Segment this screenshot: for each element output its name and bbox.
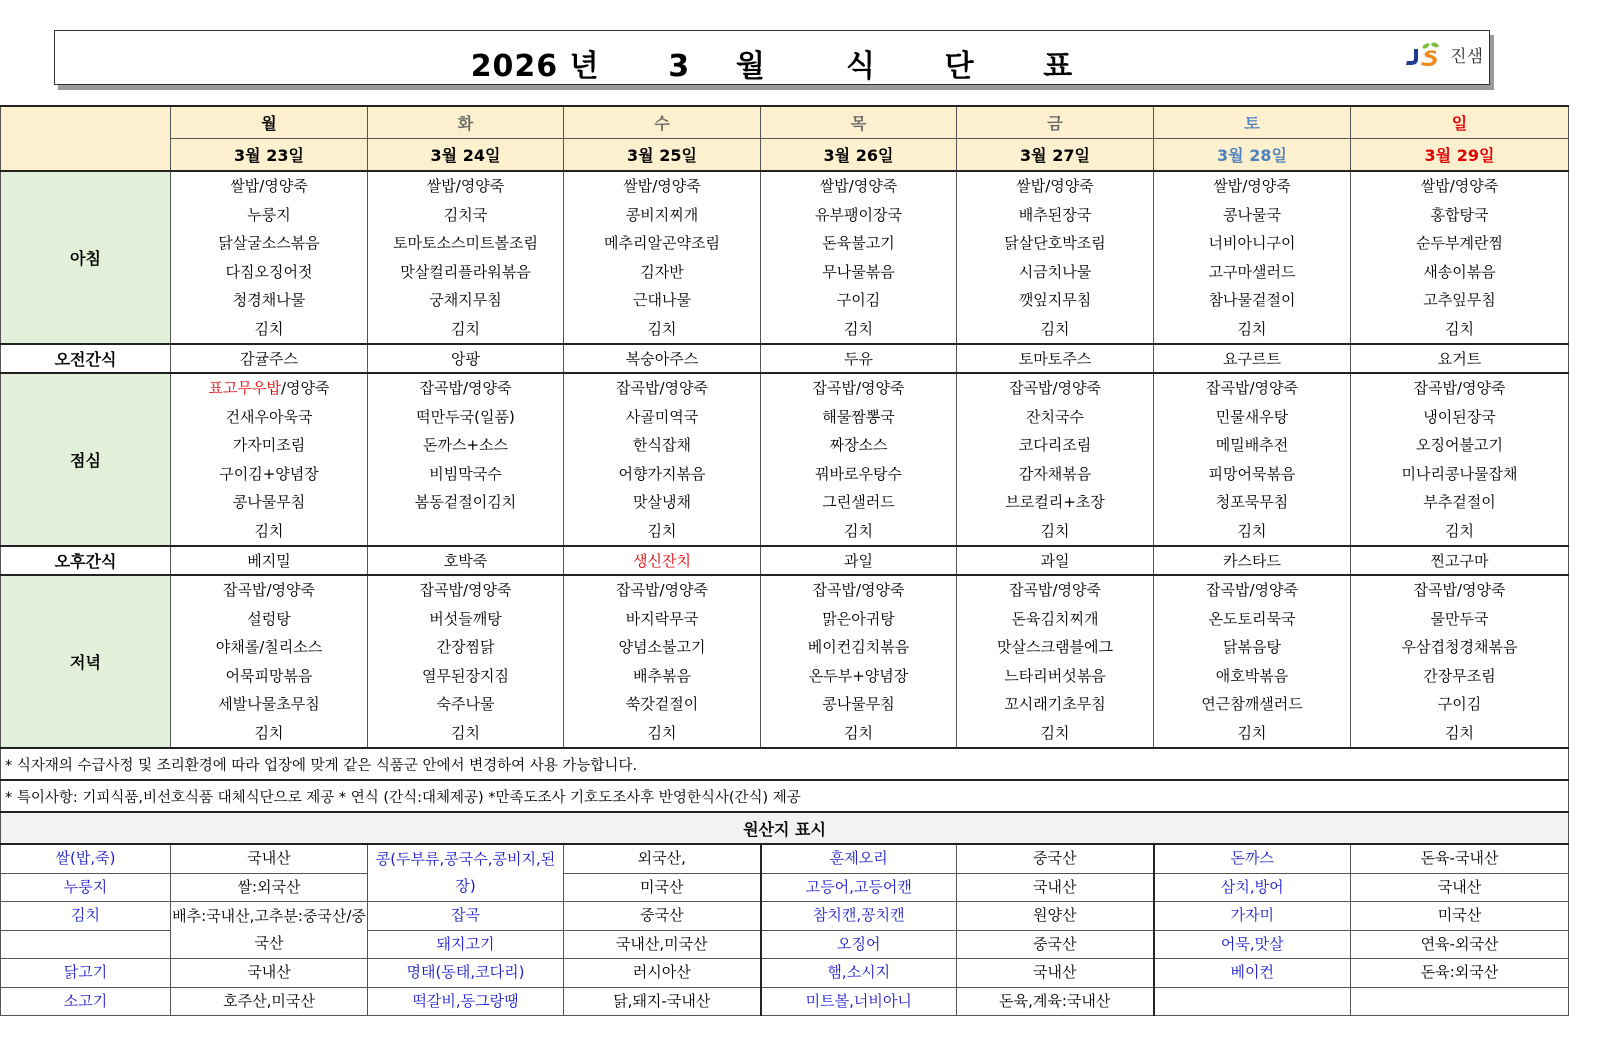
menu-cell — [564, 546, 761, 575]
menu-cell — [957, 171, 1154, 344]
menu-cell — [957, 546, 1154, 575]
menu-item: 콩나물무침 — [822, 695, 895, 713]
menu-item: 과일 — [1040, 552, 1070, 570]
meal-row-snack — [1, 344, 1569, 373]
menu-item: 돈육불고기 — [822, 234, 895, 252]
menu-item: 잡곡밥/영양죽 — [616, 581, 708, 599]
menu-cell — [171, 575, 368, 748]
meal-row-meal — [1, 171, 1569, 344]
origin-country: 중국산 — [957, 844, 1154, 873]
menu-item: 요구르트 — [1223, 350, 1281, 368]
menu-cell — [957, 575, 1154, 748]
menu-item: 건새우아욱국 — [225, 407, 313, 426]
menu-item: 우삼겹청경채볶음 — [1401, 638, 1518, 656]
menu-item: 잡곡밥/영양죽 — [812, 581, 905, 599]
menu-item: 느타리버섯볶음 — [1004, 666, 1106, 685]
menu-cell — [1154, 373, 1351, 546]
origin-item: 돈까스 — [1154, 844, 1351, 873]
menu-item: 비빔막국수 — [429, 464, 502, 483]
origin-country: 배추:국내산,고추분:중국산/중국산 — [171, 902, 368, 959]
origin-country — [1351, 987, 1569, 1016]
menu-item: 김자반 — [640, 262, 684, 281]
menu-item: 김치 — [1445, 319, 1474, 338]
origin-country: 국내산 — [1351, 873, 1569, 902]
menu-item — [564, 550, 760, 571]
menu-item: 쌀밥/영양죽 — [1213, 177, 1291, 195]
menu-item-part: 표고무우밥 — [208, 379, 281, 397]
origin-row — [1, 844, 1569, 873]
note-text: * 식자재의 수급사정 및 조리환경에 따라 업장에 맞게 같은 식품군 안에서 변경하여 사용 가능합니다. — [1, 748, 1569, 780]
menu-item: 김치 — [254, 723, 284, 742]
menu-table — [0, 105, 1569, 1016]
menu-item: 온도토리묵국 — [1208, 609, 1296, 628]
day-header: 월 — [171, 106, 368, 139]
origin-country: 중국산 — [957, 930, 1154, 959]
origin-item: 소고기 — [1, 987, 171, 1016]
date-header: 3월 25일 — [564, 139, 761, 172]
origin-item: 명태(동태,코다리) — [368, 959, 564, 988]
origin-row — [1, 873, 1569, 902]
menu-item: 토마토소스미트볼조림 — [393, 234, 538, 252]
origin-item: 삼치,방어 — [1154, 873, 1351, 902]
menu-item: 맛살컬리플라워볶음 — [400, 262, 531, 281]
menu-item: 구이김+양념장 — [219, 464, 319, 483]
menu-cell — [761, 373, 957, 546]
menu-item: 김치 — [844, 319, 873, 338]
menu-item: 해물짬뽕국 — [822, 407, 895, 426]
date-header: 3월 29일 — [1351, 139, 1569, 172]
menu-item: 쌀밥/영양죽 — [1016, 177, 1094, 195]
menu-item: 잡곡밥/영양죽 — [616, 379, 708, 397]
menu-item: 잡곡밥/영양죽 — [1206, 379, 1298, 397]
menu-item: 닭살단호박조림 — [1004, 234, 1106, 252]
menu-item: 잡곡밥/영양죽 — [1413, 379, 1506, 397]
menu-cell — [171, 171, 368, 344]
meal-row-meal — [1, 575, 1569, 748]
note-row — [1, 748, 1569, 780]
menu-item: 배추볶음 — [633, 666, 691, 685]
origin-item: 잡곡 — [368, 902, 564, 931]
menu-cell — [1154, 546, 1351, 575]
origin-country: 중국산 — [564, 902, 761, 931]
origin-item: 쌀(밥,죽) — [1, 844, 171, 873]
menu-item: 야채롤/칠리소스 — [215, 638, 323, 656]
menu-item: 가자미조림 — [232, 436, 306, 454]
origin-item: 참치캔,꽁치캔 — [761, 902, 957, 931]
menu-cell — [564, 171, 761, 344]
menu-item: 콩나물국 — [1223, 205, 1281, 224]
menu-item: 간장찜닭 — [436, 638, 495, 656]
menu-item: 잡곡밥/영양죽 — [1413, 581, 1506, 599]
menu-item: 연근참깨샐러드 — [1201, 695, 1303, 713]
menu-item: 피망어묵볶음 — [1208, 464, 1296, 483]
origin-item: 어묵,맛살 — [1154, 930, 1351, 959]
menu-cell — [1154, 344, 1351, 373]
menu-item: 어묵피망볶음 — [225, 666, 313, 685]
menu-item: 잡곡밥/영양죽 — [419, 581, 512, 599]
menu-item: 맑은아귀탕 — [822, 609, 895, 628]
menu-item: 떡만두국(일품) — [416, 407, 515, 426]
menu-item: 김치 — [1445, 521, 1474, 540]
menu-item: 메밀배추전 — [1215, 436, 1289, 454]
menu-item: 참나물겉절이 — [1208, 291, 1296, 309]
origin-item: 콩(두부류,콩국수,콩비지,된장) — [368, 844, 564, 902]
menu-item: 새송이볶음 — [1423, 262, 1496, 281]
menu-item: 열무된장지짐 — [422, 666, 509, 685]
origin-row — [1, 959, 1569, 988]
date-header: 3월 27일 — [957, 139, 1154, 172]
menu-cell — [171, 373, 368, 546]
menu-item — [171, 374, 367, 403]
note-text: * 특이사항: 기피식품,비선호식품 대체식단으로 제공 * 연식 (간식:대체제공) *만족도조사 기호도조사후 반영한식사(간식) 제공 — [1, 780, 1569, 812]
origin-country: 닭,돼지-국내산 — [564, 987, 761, 1016]
menu-item: 쌀밥/영양죽 — [623, 177, 701, 195]
origin-row — [1, 987, 1569, 1016]
origin-item: 훈제오리 — [761, 844, 957, 873]
origin-country: 원양산 — [957, 902, 1154, 931]
menu-item: 구이김 — [836, 291, 881, 309]
origin-country: 호주산,미국산 — [171, 987, 368, 1016]
menu-cell — [368, 171, 564, 344]
menu-item: 간장무조림 — [1423, 666, 1496, 685]
menu-item: 구이김 — [1437, 695, 1482, 713]
menu-item: 깻잎지무침 — [1018, 291, 1092, 309]
menu-item: 홍합탕국 — [1430, 205, 1489, 224]
origin-item: 햄,소시지 — [761, 959, 957, 988]
menu-item: 누룽지 — [247, 205, 291, 224]
day-header: 수 — [564, 106, 761, 139]
meal-label: 저녁 — [1, 575, 171, 748]
menu-item: 잡곡밥/영양죽 — [1009, 379, 1101, 397]
menu-cell — [761, 546, 957, 575]
menu-item: 두유 — [844, 350, 873, 368]
date-header: 3월 26일 — [761, 139, 957, 172]
menu-item: 메추리알곤약조림 — [604, 234, 720, 252]
menu-item: 쌀밥/영양죽 — [426, 177, 505, 195]
origin-country: 국내산 — [171, 959, 368, 988]
title-box — [54, 30, 1490, 85]
menu-item: 코다리조림 — [1018, 436, 1092, 454]
meal-label: 점심 — [1, 373, 171, 546]
menu-item: 꼬시래기초무침 — [1004, 695, 1106, 713]
menu-cell — [171, 344, 368, 373]
menu-item: 맛살냉채 — [633, 493, 691, 511]
menu-item: 베지밀 — [247, 552, 291, 570]
menu-item: 김치 — [647, 723, 677, 742]
menu-item: 베이컨김치볶음 — [807, 638, 910, 656]
menu-item: 콩나물무침 — [232, 493, 306, 511]
origin-item: 떡갈비,동그랑땡 — [368, 987, 564, 1016]
menu-item: 김치 — [647, 319, 677, 338]
menu-item: 꿔바로우탕수 — [815, 464, 902, 483]
menu-cell — [1351, 171, 1569, 344]
menu-cell — [368, 373, 564, 546]
origin-row — [1, 902, 1569, 931]
menu-cell — [1154, 171, 1351, 344]
menu-item-part: /영양죽 — [280, 379, 330, 397]
menu-item: 김치 — [1237, 521, 1267, 540]
menu-item: 청포묵무침 — [1215, 493, 1289, 511]
menu-item: 김치 — [1040, 521, 1070, 540]
date-header: 3월 24일 — [368, 139, 564, 172]
menu-item: 숙주나물 — [436, 695, 495, 713]
menu-cell — [171, 546, 368, 575]
origin-country: 러시아산 — [564, 959, 761, 988]
origin-country: 미국산 — [564, 873, 761, 902]
origin-country: 돈육:외국산 — [1351, 959, 1569, 988]
meal-row-meal — [1, 373, 1569, 546]
origin-country: 쌀:외국산 — [171, 873, 368, 902]
menu-cell — [368, 575, 564, 748]
menu-item: 김치 — [1040, 319, 1070, 338]
origin-item: 오징어 — [761, 930, 957, 959]
origin-item — [1, 930, 171, 959]
menu-item: 쑥갓겉절이 — [625, 695, 699, 713]
day-header: 목 — [761, 106, 957, 139]
origin-item: 베이컨 — [1154, 959, 1351, 988]
menu-item: 닭볶음탕 — [1223, 638, 1281, 656]
menu-item: 잡곡밥/영양죽 — [419, 379, 512, 397]
menu-item: 냉이된장국 — [1423, 407, 1496, 426]
menu-item: 맛살스크램블에그 — [997, 638, 1113, 656]
menu-item — [368, 517, 563, 546]
menu-item: 김치 — [254, 521, 284, 540]
menu-item: 잔치국수 — [1026, 407, 1084, 426]
origin-country: 돈육,계육:국내산 — [957, 987, 1154, 1016]
menu-item: 돈까스+소스 — [422, 436, 509, 454]
menu-cell — [1351, 373, 1569, 546]
menu-item: 감귤주스 — [240, 350, 298, 368]
note-row — [1, 780, 1569, 812]
menu-item: 김치국 — [443, 205, 488, 224]
menu-item: 무나물볶음 — [822, 262, 895, 281]
menu-item: 세발나물초무침 — [218, 695, 320, 713]
menu-item: 김치 — [1237, 319, 1267, 338]
menu-cell — [564, 373, 761, 546]
menu-item: 청경채나물 — [232, 291, 306, 309]
menu-item: 호박죽 — [443, 552, 488, 570]
menu-item: 찐고구마 — [1430, 552, 1489, 570]
menu-cell — [1351, 344, 1569, 373]
origin-item: 가자미 — [1154, 902, 1351, 931]
menu-item: 민물새우탕 — [1215, 407, 1289, 426]
logo-text: 진샘 — [1450, 46, 1483, 67]
origin-country: 연육-외국산 — [1351, 930, 1569, 959]
menu-item: 카스타드 — [1223, 552, 1281, 570]
menu-item: 김치 — [1237, 723, 1267, 742]
origin-item: 돼지고기 — [368, 930, 564, 959]
menu-cell — [957, 373, 1154, 546]
menu-item: 고구마샐러드 — [1208, 262, 1296, 281]
menu-cell — [564, 575, 761, 748]
date-header-row — [1, 139, 1569, 172]
menu-item: 애호박볶음 — [1215, 666, 1289, 685]
menu-item: 시금치나물 — [1018, 262, 1092, 281]
menu-item: 감자채볶음 — [1018, 464, 1092, 483]
menu-item: 잡곡밥/영양죽 — [1009, 581, 1101, 599]
menu-item: 김치 — [451, 319, 480, 338]
menu-cell — [368, 546, 564, 575]
menu-item: 순두부계란찜 — [1416, 234, 1503, 252]
menu-item: 배추된장국 — [1018, 205, 1092, 224]
origin-country: 돈육-국내산 — [1351, 844, 1569, 873]
menu-cell — [1154, 575, 1351, 748]
menu-item: 오징어불고기 — [1416, 436, 1503, 454]
origin-country: 국내산 — [171, 844, 368, 873]
origin-title: 원산지 표시 — [1, 812, 1569, 844]
meal-label: 오후간식 — [1, 546, 171, 575]
menu-item: 요거트 — [1437, 350, 1482, 368]
menu-cell — [957, 344, 1154, 373]
menu-item: 돈육김치찌개 — [1011, 609, 1099, 628]
menu-item: 어향가지볶음 — [618, 464, 706, 483]
menu-item: 고추잎무침 — [1423, 291, 1496, 309]
menu-item: 사골미역국 — [625, 407, 699, 426]
menu-item: 김치 — [844, 723, 873, 742]
menu-item: 한식잡채 — [633, 436, 691, 454]
menu-cell — [1351, 575, 1569, 748]
corner-cell — [1, 106, 171, 171]
origin-country: 국내산,미국산 — [564, 930, 761, 959]
menu-item: 쌀밥/영양죽 — [230, 177, 308, 195]
menu-item-part: 생신잔치 — [633, 552, 691, 570]
menu-cell — [1351, 546, 1569, 575]
menu-cell — [761, 344, 957, 373]
menu-item: 쌀밥/영양죽 — [819, 177, 898, 195]
menu-item: 부추겉절이 — [1423, 493, 1496, 511]
origin-country: 국내산 — [957, 959, 1154, 988]
menu-item: 유부팽이장국 — [815, 205, 902, 224]
menu-item: 물만두국 — [1430, 609, 1489, 628]
menu-item: 과일 — [844, 552, 873, 570]
menu-item: 다짐오징어젓 — [225, 262, 313, 281]
origin-item: 김치 — [1, 902, 171, 931]
menu-item: 콩비지찌개 — [625, 205, 699, 224]
menu-item: 미나리콩나물잡채 — [1401, 464, 1518, 483]
menu-item: 온두부+양념장 — [808, 666, 909, 685]
day-header: 토 — [1154, 106, 1351, 139]
menu-item: 쌀밥/영양죽 — [1420, 177, 1499, 195]
origin-header-row — [1, 812, 1569, 844]
menu-item: 김치 — [1040, 723, 1070, 742]
menu-item: 버섯들깨탕 — [429, 609, 502, 628]
meal-label: 아침 — [1, 171, 171, 344]
menu-item: 김치 — [451, 723, 480, 742]
page-title: 2026 년 3 월 식 단 표 — [470, 49, 1074, 84]
menu-item: 잡곡밥/영양죽 — [812, 379, 905, 397]
menu-item: 잡곡밥/영양죽 — [223, 581, 315, 599]
menu-item: 닭살굴소스볶음 — [218, 234, 320, 252]
menu-item: 김치 — [844, 521, 873, 540]
day-header: 일 — [1351, 106, 1569, 139]
menu-cell — [761, 171, 957, 344]
origin-item: 닭고기 — [1, 959, 171, 988]
origin-country: 국내산 — [957, 873, 1154, 902]
menu-item: 복숭아주스 — [625, 350, 699, 368]
menu-item: 김치 — [1445, 723, 1474, 742]
meal-row-snack — [1, 546, 1569, 575]
menu-item: 봄동겉절이김치 — [414, 493, 517, 511]
js-logo-icon — [1404, 41, 1444, 67]
menu-item: 근대나물 — [633, 291, 691, 309]
origin-item: 미트볼,너비아니 — [761, 987, 957, 1016]
origin-country: 미국산 — [1351, 902, 1569, 931]
menu-item: 짜장소스 — [829, 436, 888, 454]
day-header: 화 — [368, 106, 564, 139]
origin-country: 외국산, — [564, 844, 761, 873]
menu-item: 설렁탕 — [247, 609, 291, 628]
company-logo — [1404, 41, 1483, 67]
menu-item: 앙팡 — [451, 350, 480, 368]
meal-label: 오전간식 — [1, 344, 171, 373]
menu-item: 토마토주스 — [1018, 350, 1092, 368]
menu-cell — [564, 344, 761, 373]
day-header: 금 — [957, 106, 1154, 139]
menu-item: 브로컬리+초장 — [1005, 493, 1105, 511]
menu-item: 잡곡밥/영양죽 — [1206, 581, 1298, 599]
origin-item — [1154, 987, 1351, 1016]
menu-cell — [761, 575, 957, 748]
menu-item: 김치 — [254, 319, 284, 338]
day-header-row — [1, 106, 1569, 139]
menu-item: 바지락무국 — [625, 609, 699, 628]
menu-item: 너비아니구이 — [1208, 234, 1296, 252]
menu-item: 그린샐러드 — [822, 493, 895, 511]
menu-item: 양념소불고기 — [618, 638, 706, 656]
menu-item: 김치 — [647, 521, 677, 540]
origin-item: 누룽지 — [1, 873, 171, 902]
date-header: 3월 28일 — [1154, 139, 1351, 172]
date-header: 3월 23일 — [171, 139, 368, 172]
origin-item: 고등어,고등어캔 — [761, 873, 957, 902]
menu-cell — [368, 344, 564, 373]
menu-item: 궁채지무침 — [429, 291, 502, 309]
